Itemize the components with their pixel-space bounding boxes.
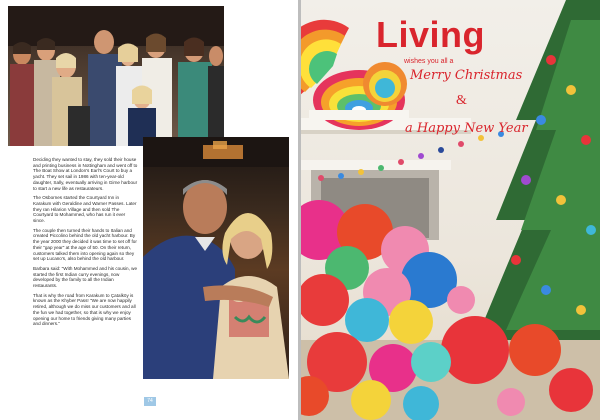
party-crowd-photo bbox=[8, 6, 224, 146]
merry-christmas-text: Merry Christmas bbox=[410, 68, 523, 83]
article-paragraph: That is why the road from Karakum to Çatalköy is known as the Khyber Pass! "We are now happily retired, although we do miss our customers and all the fun we had together, so that is why we enjoy opening our home to friends giving many parties and dinners." bbox=[33, 292, 136, 327]
article-text bbox=[33, 157, 138, 331]
article-paragraph: The Osbornes started the Courtyard Inn in Karakum with Geraldine and Warner Passes. Later they ran Hilarion Village and then sold The Courtyard to Mohammed, who has run it ever since. bbox=[33, 195, 137, 224]
couple-photo bbox=[143, 137, 289, 379]
ampersand-text: & bbox=[456, 93, 467, 108]
party-crowd-illustration bbox=[8, 6, 224, 146]
left-page bbox=[0, 0, 298, 420]
happy-new-year-text: a Happy New Year bbox=[405, 121, 528, 136]
page-number: 74 bbox=[144, 397, 156, 406]
wishes-text: wishes you all a bbox=[404, 58, 454, 65]
article-paragraph: Deciding they wanted to stay, they sold their house and printing business in Nottingham and went off to The Boat Show at London's Earl's Court to buy a yacht. They set sail in 1986 with ten-year-old daughter, Sally, eventually arriving in Girne harbour to start a new life as restaurateurs. bbox=[33, 157, 138, 191]
article-paragraph: Barbara said: "With Mohammed and his cousin, we started the first Indian curry evenings, now developed by the family to all the Indian restaurants. bbox=[33, 265, 138, 289]
article-paragraph: The couple then turned their hands to Italian and created Piccolino behind the old yacht harbour. By the year 2000 they decided it was time to set off for their "gap year" at the age of 50. On their return, customers talked them into opening again so they set up Lucano's, also behind the old harbour. bbox=[33, 227, 137, 262]
couple-illustration bbox=[143, 137, 289, 379]
christmas-tree bbox=[476, 0, 600, 340]
living-title: Living bbox=[376, 14, 485, 55]
